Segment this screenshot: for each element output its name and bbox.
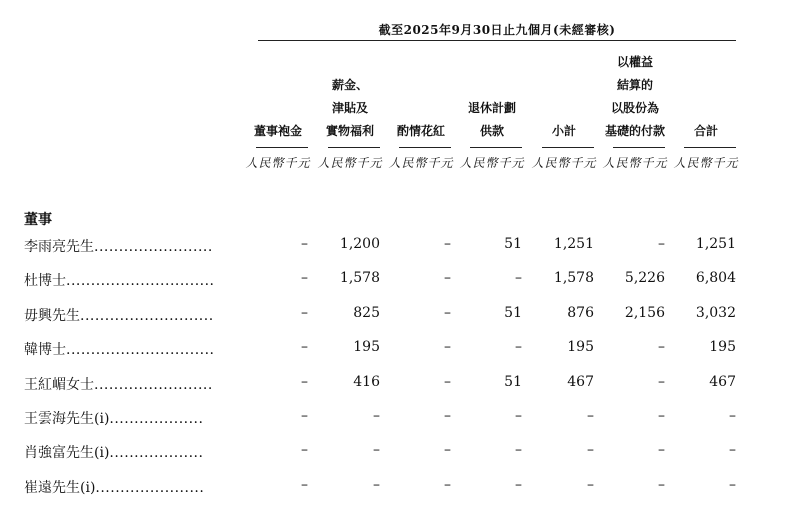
cell-total: 467: [709, 374, 736, 390]
row-name: [24, 339, 234, 359]
row-leader-dots: ...................: [109, 411, 204, 427]
cell-pension: –: [515, 408, 522, 424]
row-name: [24, 477, 234, 497]
column-rule: [256, 147, 308, 148]
cell-bonus: –: [444, 270, 451, 286]
row-name: [24, 442, 234, 462]
cell-subtotal: –: [587, 442, 594, 458]
cell-pension: –: [515, 442, 522, 458]
cell-pension: 51: [504, 374, 522, 390]
cell-bonus: –: [444, 442, 451, 458]
cell-subtotal: –: [587, 477, 594, 493]
column-rule: [684, 147, 736, 148]
cell-total: –: [729, 477, 736, 493]
column-rule: [399, 147, 451, 148]
cell-share: –: [658, 339, 665, 355]
column-header-total: [670, 120, 742, 143]
cell-salary: 1,578: [339, 270, 380, 286]
column-header-line: 基礎的付款: [604, 124, 665, 138]
cell-fee: –: [301, 270, 308, 286]
cell-bonus: –: [444, 374, 451, 390]
unit-label: 人民幣千元: [602, 156, 668, 170]
cell-fee: –: [301, 374, 308, 390]
cell-subtotal: –: [587, 408, 594, 424]
cell-fee: –: [301, 408, 308, 424]
cell-share: –: [658, 477, 665, 493]
column-rule: [542, 147, 594, 148]
cell-bonus: –: [444, 339, 451, 355]
column-header-line: 退休計劃: [467, 101, 516, 115]
cell-salary: 195: [353, 339, 380, 355]
column-header-line: 合計: [693, 124, 718, 138]
cell-total: –: [729, 442, 736, 458]
cell-salary: –: [373, 442, 380, 458]
row-name-text: 李雨亮先生: [24, 239, 94, 255]
unit-label: 人民幣千元: [459, 156, 525, 170]
period-rule: [258, 40, 736, 41]
row-name-text: 王雲海先生(i): [24, 411, 110, 427]
column-header-salary: [314, 74, 386, 143]
column-header-share: [599, 51, 671, 143]
column-header-line: 酌情花紅: [396, 124, 445, 138]
cell-total: 195: [709, 339, 736, 355]
period-label: 截至2025年9月30日止九個月(未經審核): [378, 23, 616, 37]
table-row: [0, 305, 800, 339]
table-row: [0, 477, 800, 511]
cell-total: 6,804: [695, 270, 736, 286]
cell-total: –: [729, 408, 736, 424]
cell-salary: 1,200: [339, 236, 380, 252]
table-row: [0, 374, 800, 408]
column-header-fee: [242, 120, 314, 143]
cell-share: –: [658, 442, 665, 458]
cell-subtotal: 195: [567, 339, 594, 355]
cell-fee: –: [301, 477, 308, 493]
cell-fee: –: [301, 236, 308, 252]
unit-label: 人民幣千元: [317, 156, 383, 170]
table-row: [0, 236, 800, 270]
cell-fee: –: [301, 339, 308, 355]
table-row: [0, 339, 800, 373]
cell-pension: –: [515, 339, 522, 355]
cell-subtotal: 1,251: [553, 236, 594, 252]
row-name-text: 肖強富先生(i): [24, 445, 110, 461]
cell-pension: –: [515, 477, 522, 493]
cell-salary: 416: [353, 374, 380, 390]
cell-salary: –: [373, 408, 380, 424]
section-title: 董事: [24, 212, 52, 228]
cell-share: –: [658, 236, 665, 252]
cell-pension: 51: [504, 236, 522, 252]
unit-label: 人民幣千元: [388, 156, 454, 170]
cell-total: 1,251: [695, 236, 736, 252]
cell-subtotal: 467: [567, 374, 594, 390]
cell-salary: –: [373, 477, 380, 493]
row-name: [24, 408, 234, 428]
column-header-line: 供款: [479, 124, 504, 138]
column-rule: [328, 147, 380, 148]
row-name-text: 韓博士: [24, 342, 66, 358]
row-name: [24, 305, 234, 325]
cell-share: –: [658, 408, 665, 424]
row-leader-dots: ...................: [109, 445, 204, 461]
row-name-text: 王紅嵋女士: [24, 377, 94, 393]
cell-share: 2,156: [624, 305, 665, 321]
cell-pension: –: [515, 270, 522, 286]
table-row: [0, 442, 800, 476]
column-header-line: 津貼及: [331, 101, 368, 115]
unit-label: 人民幣千元: [531, 156, 597, 170]
column-header-line: 實物福利: [325, 124, 374, 138]
cell-bonus: –: [444, 236, 451, 252]
column-header-line: 以權益: [616, 55, 653, 69]
cell-share: 5,226: [624, 270, 665, 286]
column-rule: [613, 147, 665, 148]
cell-bonus: –: [444, 305, 451, 321]
column-header-line: 董事袍金: [253, 124, 302, 138]
row-name-text: 毋興先生: [24, 308, 80, 324]
column-header-subtotal: [528, 120, 600, 143]
column-header-pension: [456, 97, 528, 143]
row-leader-dots: ..............................: [66, 273, 215, 289]
cell-subtotal: 876: [567, 305, 594, 321]
row-leader-dots: ...........................: [80, 308, 214, 324]
column-header-line: 小計: [551, 124, 576, 138]
cell-pension: 51: [504, 305, 522, 321]
row-name: [24, 270, 234, 290]
row-name-text: 崔遠先生(i): [24, 480, 96, 496]
cell-bonus: –: [444, 477, 451, 493]
row-name: [24, 374, 234, 394]
unit-label: 人民幣千元: [245, 156, 311, 170]
column-header-line: 結算的: [616, 78, 653, 92]
cell-total: 3,032: [695, 305, 736, 321]
row-leader-dots: ........................: [94, 377, 213, 393]
table-row: [0, 408, 800, 442]
cell-subtotal: 1,578: [553, 270, 594, 286]
table-row: [0, 270, 800, 304]
unit-label: 人民幣千元: [673, 156, 739, 170]
row-leader-dots: ........................: [94, 239, 213, 255]
column-header-line: 以股份為: [610, 101, 659, 115]
row-name-text: 杜博士: [24, 273, 66, 289]
column-header-bonus: [385, 120, 457, 143]
row-name: [24, 236, 234, 256]
cell-fee: –: [301, 305, 308, 321]
row-leader-dots: ......................: [95, 480, 205, 496]
row-leader-dots: ..............................: [66, 342, 215, 358]
column-rule: [470, 147, 522, 148]
cell-share: –: [658, 374, 665, 390]
cell-salary: 825: [353, 305, 380, 321]
cell-fee: –: [301, 442, 308, 458]
cell-bonus: –: [444, 408, 451, 424]
column-header-line: 薪金、: [331, 78, 368, 92]
